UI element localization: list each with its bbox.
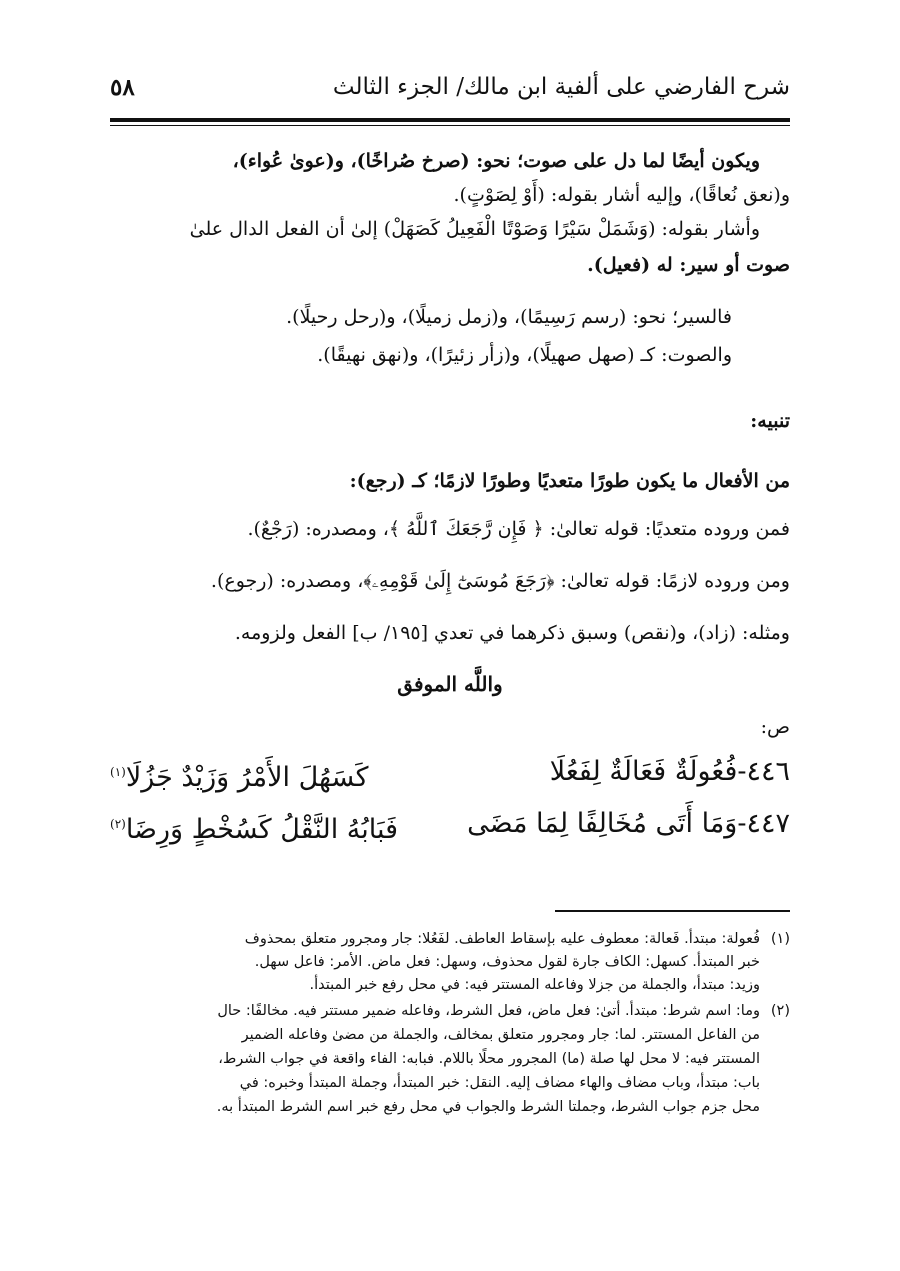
closing-phrase: واللَّه الموفق — [397, 672, 503, 696]
paragraph-2-line-1: وأشار بقوله: (وَشَمَلْ سَيْرًا وَصَوْتًا الْفَعِيلُ كَصَهَلْ) إلىٰ أن الفعل الدال علىٰ — [189, 218, 760, 240]
verse-447 — [110, 804, 790, 850]
header-title: شرح الفارضي على ألفية ابن مالك/ الجزء الثالث — [332, 74, 790, 100]
footnote-separator — [555, 910, 790, 912]
sad-label: ص: — [760, 716, 790, 738]
tanbih-line-2: فمن وروده متعديًا: قوله تعالىٰ: ﴿ فَإِن رَّجَعَكَ ٱللَّهُ ﴾، ومصدره: (رَجْعٌ). — [247, 518, 790, 540]
verse-446-first-text: فُعُولَةٌ فَعَالَةٌ لِفَعُلَا — [549, 756, 738, 787]
footnote-2-line-4: باب: مبتدأ، وباب مضاف والهاء مضاف إليه. النقل: خبر المبتدأ، وجملة المبتدأ وخبره: في — [239, 1075, 760, 1091]
tanbih-heading: تنبيه: — [750, 410, 790, 432]
paragraph-2-line-2: صوت أو سير: له (فعيل). — [587, 254, 790, 276]
tanbih-line-3: ومن وروده لازمًا: قوله تعالىٰ: ﴿رَجَعَ مُوسَىٰٓ إِلَىٰ قَوْمِهِۦ﴾، ومصدره: (رجوع). — [210, 570, 790, 592]
header-rule-thin — [110, 125, 790, 126]
verse-446-footnote-ref[interactable]: (١) — [110, 765, 126, 779]
running-header — [110, 70, 790, 120]
verse-446-second-half — [110, 752, 368, 798]
tanbih-line-1: من الأفعال ما يكون طورًا متعديًا وطورًا لازمًا؛ كـ (رجع): — [349, 470, 790, 492]
paragraph-1-line-1: ويكون أيضًا لما دل على صوت؛ نحو: (صرخ صُراخًا)، و(عوىٰ عُواء)، — [232, 150, 760, 172]
verse-446-first-half — [550, 752, 790, 798]
tanbih-line-4: ومثله: (زاد)، و(نقص) وسبق ذكرهما في تعدي [١٩٥/ ب] الفعل ولزومه. — [234, 622, 790, 644]
footnote-2-text-1: وما: اسم شرط: مبتدأ. أتىٰ: فعل ماض، فعل الشرط، وفاعله ضمير مستتر فيه. مخالفًا: حال — [217, 1003, 760, 1019]
footnote-1-line-1 — [110, 928, 790, 951]
verse-447-number: ٤٤٧- — [737, 808, 790, 839]
verse-447-footnote-ref[interactable]: (٢) — [110, 817, 126, 831]
paragraph-1-line-2: و(نعق نُعاقًا)، وإليه أشار بقوله: (أَوْ لِصَوْتٍ). — [453, 184, 790, 206]
sayr-examples: فالسير؛ نحو: (رسم رَسِيمًا)، و(زمل زميلًا)، و(رحل رحيلًا). — [286, 306, 732, 328]
verse-446-number: ٤٤٦- — [737, 756, 790, 787]
footnote-2-line-1 — [110, 1000, 790, 1023]
verse-447-second-half — [110, 804, 398, 850]
footnote-2-marker: (٢) — [770, 1003, 790, 1019]
footnote-1-text-1: فُعولة: مبتدأ. فَعالة: معطوف عليه بإسقاط العاطف. لفَعُلا: جار ومجرور متعلق بمحذوف — [244, 931, 760, 947]
verse-446 — [110, 752, 790, 798]
page-number: ٥٨ — [110, 74, 135, 101]
footnote-1-marker: (١) — [770, 931, 790, 947]
header-rule-thick — [110, 118, 790, 122]
verse-447-first-text: وَمَا أَتَى مُخَالِفًا لِمَا مَضَى — [467, 808, 738, 839]
footnote-1-line-2: خبر المبتدأ. كسهل: الكاف جارة لقول محذوف، وسهل: فعل ماض. الأمر: فاعل سهل. — [254, 954, 760, 970]
verse-447-second-text: فَبَابُهُ النَّقْلُ كَسُخْطٍ وَرِضَا — [125, 814, 399, 845]
footnote-2-line-5: محل جزم جواب الشرط، وجملتا الشرط والجواب في محل رفع خبر اسم الشرط المبتدأ به. — [216, 1099, 760, 1115]
verse-446-second-text: كَسَهُلَ الأَمْرُ وَزَيْدٌ جَزُلَا — [125, 762, 369, 793]
footnote-2-line-3: المستتر فيه: لا محل لها صلة (ما) المجرور محلًا باللام. فبابه: الفاء واقعة في جواب الشرط، — [218, 1051, 760, 1067]
sawt-examples: والصوت: كـ (صهل صهيلًا)، و(زأر زئيرًا)، و(نهق نهيقًا). — [317, 344, 732, 366]
footnote-1-line-3: وزيد: مبتدأ، والجملة من جزلا وفاعله المستتر فيه: في محل رفع خبر المبتدأ. — [309, 977, 760, 993]
footnote-2-line-2: من الفاعل المستتر. لما: جار ومجرور متعلق بمخالف، والجملة من مضىٰ وفاعله الضمير — [241, 1027, 760, 1043]
verse-447-first-half — [467, 804, 790, 850]
